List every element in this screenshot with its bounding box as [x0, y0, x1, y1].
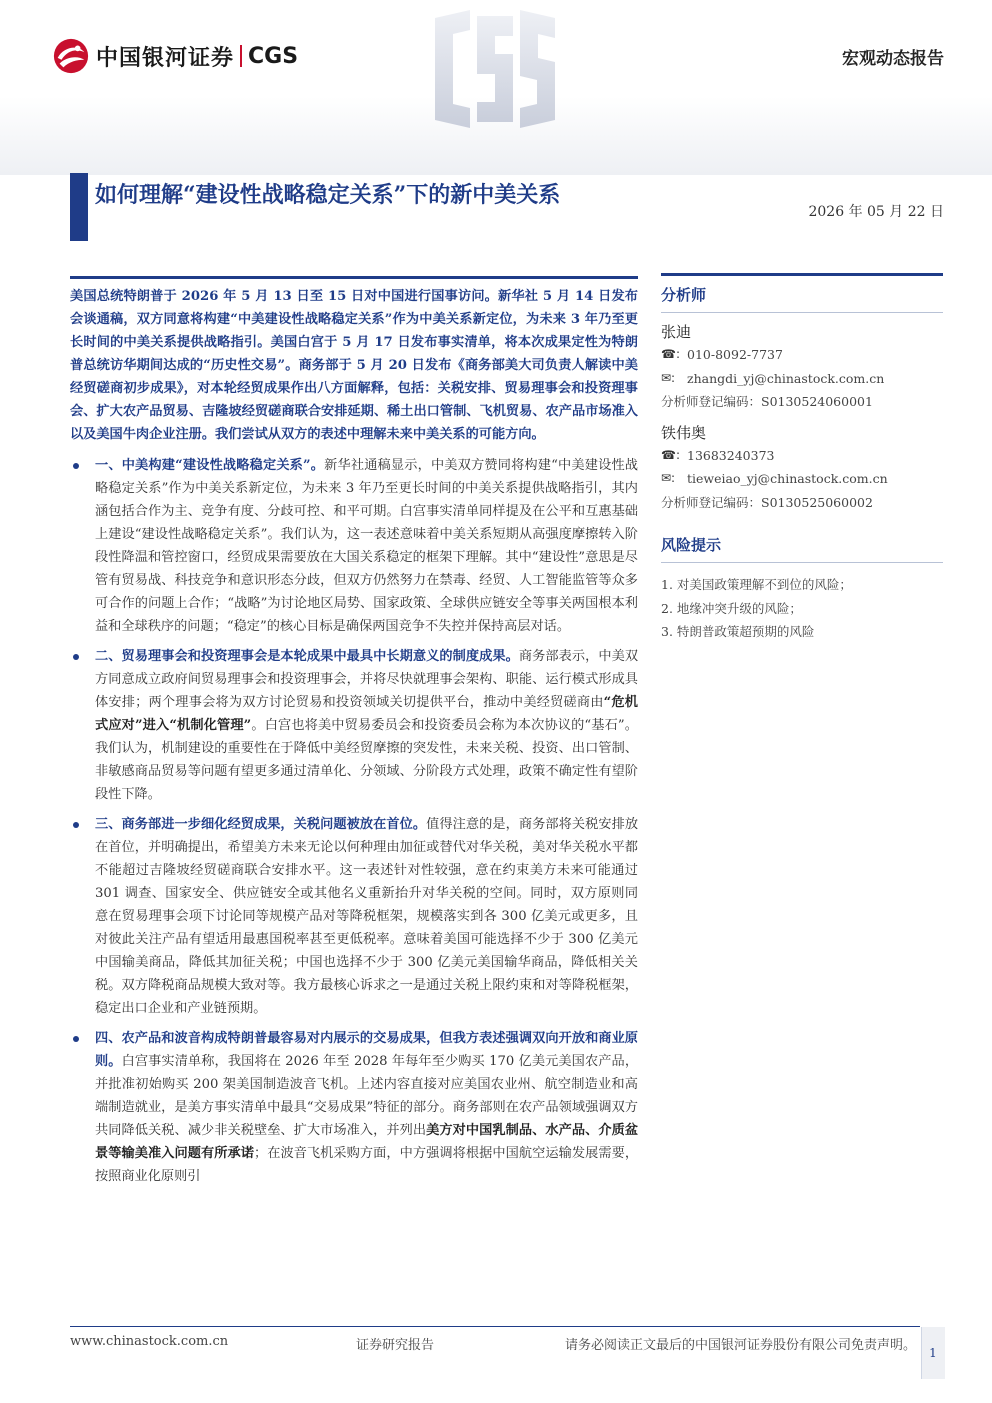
- bullet-dot-icon: [73, 463, 79, 469]
- sidebar-divider: [661, 312, 943, 313]
- analyst-phone-row: [661, 444, 943, 468]
- title-accent-bar: [70, 173, 88, 241]
- sidebar-divider: [661, 562, 943, 563]
- list-item: [70, 1027, 638, 1188]
- analyst-email[interactable]: zhangdi_yj@chinastock.com.cn: [687, 370, 885, 386]
- bullet-body-cont: 。白宫也将美中贸易委员会和投资委员会称为本次协议的“基石”。我们认为，机制建设的重要性在于降低中美经贸摩擦的突发性，未来关税、投资、出口管制、非敏感商品贸易等问题有望更多通过清单化、分领域、分阶段方式处理，政策不确定性有望阶段性下降。: [95, 718, 638, 802]
- risk-item: 2. 地缘冲突升级的风险；: [661, 600, 802, 616]
- list-item: [70, 454, 638, 638]
- bullet-heading: 二、贸易理事会和投资理事会是本轮成果中最具中长期意义的制度成果。: [95, 649, 519, 664]
- main-top-rule: [70, 276, 638, 279]
- footer-report-label: 证券研究报告: [356, 1338, 435, 1353]
- report-date: 2026 年 05 月 22 日: [808, 204, 944, 220]
- page-number: 1: [929, 1346, 937, 1360]
- bullet-body: 白宫事实清单称，我国将在 2026 年至 2028 年每年至少购买 170 亿美元美国农产品，并批准初始购买 200 架美国制造波音飞机。上述内容直接对应美国农业州、航空制造业和高端制造就业，是美方事实清单中最具“交易成果”特征的部分。商务部则在农产品领域强调双方共同降低关税、减少非关税壁垒、扩大市场准入，并列出: [95, 1054, 639, 1138]
- main-column: [70, 276, 638, 1195]
- analyst-section-title: 分析师: [661, 286, 707, 304]
- logo-chinese-name: 中国银河证券: [96, 45, 235, 71]
- analyst-email-row: [661, 467, 943, 491]
- email-icon: ✉:: [661, 471, 676, 485]
- analyst-card: [661, 422, 943, 515]
- email-icon: ✉:: [661, 370, 676, 385]
- bullet-dot-icon: [73, 822, 79, 828]
- report-type: 宏观动态报告: [842, 49, 944, 69]
- bullet-body: 新华社通稿显示，中美双方赞同将构建“中美建设性战略稳定关系”作为中美关系新定位，为未来 3 年乃至更长时间的中美关系提供战略指引，其内涵包括合作为主、竞争有度、分歧可控、和平可期。白宫事实清单同样提及在公平和互惠基础上建设“建设性战略稳定关系”。我们认为，这一表述意味着中美关系短期从高强度摩擦转入阶段性降温和管控窗口，经贸成果需要放在大国关系稳定的框架下理解。其中“建设性”意思是尽管有贸易战、科技竞争和意识形态分歧，但双方仍然努力在禁毒、经贸、人工智能监管等众多可合作的问题上合作；“战略”为讨论地区局势、国家政策、全球供应链安全等事关两国根本利益和全球秩序的问题；“稳定”的核心目标是确保两国竞争不失控并保持高层对话。: [95, 458, 638, 634]
- company-logo: [52, 36, 298, 76]
- analyst-registration: 分析师登记编码：S0130524060001: [661, 394, 873, 409]
- bullet-body: 值得注意的是，商务部将关税安排放在首位，并明确提出，希望美方未来无论以何种理由加征或替代对华关税，美对华关税水平都不能超过吉隆坡经贸磋商联合安排水平。这一表述针对性较强，意在约束美方未来可能通过 301 调查、国家安全、供应链安全或其他名义重新抬升对华关税的空间。同时，双方原则同意在贸易理事会项下讨论同等规模产品对等降税框架，规模落实到各 300 亿美元或更多，且对彼此关注产品有望适用最惠国税率甚至更低税率。意味着美国可能选择不少于 300 亿美元中国输美商品，降低其加征关税；中国也选择不少于 300 亿美元美国输华商品，降低相关关税。双方降税商品规模大致对等。我方最核心诉求之一是通过关税上限约束和对等降税框架，稳定出口企业和产业链预期。: [95, 817, 639, 1016]
- risk-item: 3. 特朗普政策超预期的风险: [661, 624, 815, 639]
- phone-icon: ☎:: [661, 347, 680, 361]
- risk-list: [661, 573, 943, 644]
- analyst-registration: 分析师登记编码：S0130525060002: [661, 494, 873, 510]
- risk-item: 1. 对美国政策理解不到位的风险；: [661, 577, 852, 592]
- bullet-dot-icon: [73, 1036, 79, 1042]
- bullet-emphasis: “危机式应对”进入“机制化管理”: [95, 695, 638, 733]
- sidebar: [661, 273, 943, 644]
- galaxy-logo-icon: [52, 37, 90, 75]
- bullet-heading: 四、农产品和波音构成特朗普最容易对内展示的交易成果，但我方表述强调双向开放和商业原则。: [95, 1031, 638, 1069]
- key-points: [70, 454, 638, 1188]
- bullet-emphasis: 美方对中国乳制品、水产品、介质盆景等输美准入问题有所承诺: [95, 1123, 639, 1161]
- analyst-phone: 13683240373: [687, 447, 775, 463]
- bullet-heading: 三、商务部进一步细化经贸成果，关税问题被放在首位。: [95, 817, 427, 832]
- analyst-email-row: [661, 367, 943, 391]
- risk-section-title: 风险提示: [661, 536, 722, 554]
- bullet-body-cont: ；在波音飞机采购方面，中方强调将根据中国航空运输发展需要，按照商业化原则引: [95, 1146, 639, 1184]
- footer-rule: [70, 1326, 920, 1327]
- bullet-heading: 一、中美构建“建设性战略稳定关系”。: [95, 458, 325, 473]
- analyst-phone-row: [661, 343, 943, 367]
- bullet-dot-icon: [73, 654, 79, 660]
- executive-summary: 美国总统特朗普于 2026 年 5 月 13 日至 15 日对中国进行国事访问。新华社 5 月 14 日发布会谈通稿，双方同意将构建“中美建设性战略稳定关系”作为中美关系新定位，为未来 3 年乃至更长时间的中美关系提供战略指引。美国白宫于 5 月 17 日发布事实清单，将本次成果定性为特朗普总统访华期间达成的“历史性交易”。商务部于 5 月 20 日发布《商务部美大司负责人解读中美经贸磋商初步成果》，对本轮经贸成果作出八方面解释，包括：关税安排、贸易理事会和投资理事会、扩大农产品贸易、吉隆坡经贸磋商联合安排延期、稀土出口管制、飞机贸易、农产品市场准入以及美国牛肉企业注册。我们尝试从双方的表述中理解未来中美关系的可能方向。: [70, 289, 638, 442]
- bullet-body: 商务部表示，中美双方同意成立政府间贸易理事会和投资理事会，并将尽快就理事会架构、职能、运行模式形成具体安排；两个理事会将为双方讨论贸易和投资领域关切提供平台，推动中美经贸磋商由: [95, 649, 639, 710]
- analyst-phone: 010-8092-7737: [687, 347, 783, 362]
- analyst-card: [661, 321, 943, 414]
- phone-icon: ☎:: [661, 447, 680, 462]
- footer-disclaimer: 请务必阅读正文最后的中国银河证券股份有限公司免责声明。: [564, 1338, 916, 1353]
- report-title: 如何理解“建设性战略稳定关系”下的新中美关系: [95, 182, 561, 208]
- analyst-email[interactable]: tieweiao_yj@chinastock.com.cn: [687, 471, 888, 486]
- logo-english-name: CGS: [248, 43, 299, 69]
- analyst-name: 铁伟奥: [661, 423, 707, 442]
- list-item: [70, 813, 638, 1020]
- list-item: [70, 645, 638, 806]
- cgs-watermark-icon: [425, 8, 565, 130]
- logo-separator: [240, 45, 242, 67]
- footer-website-link[interactable]: www.chinastock.com.cn: [70, 1334, 229, 1349]
- sidebar-top-rule: [661, 273, 943, 276]
- analyst-name: 张迪: [661, 323, 692, 341]
